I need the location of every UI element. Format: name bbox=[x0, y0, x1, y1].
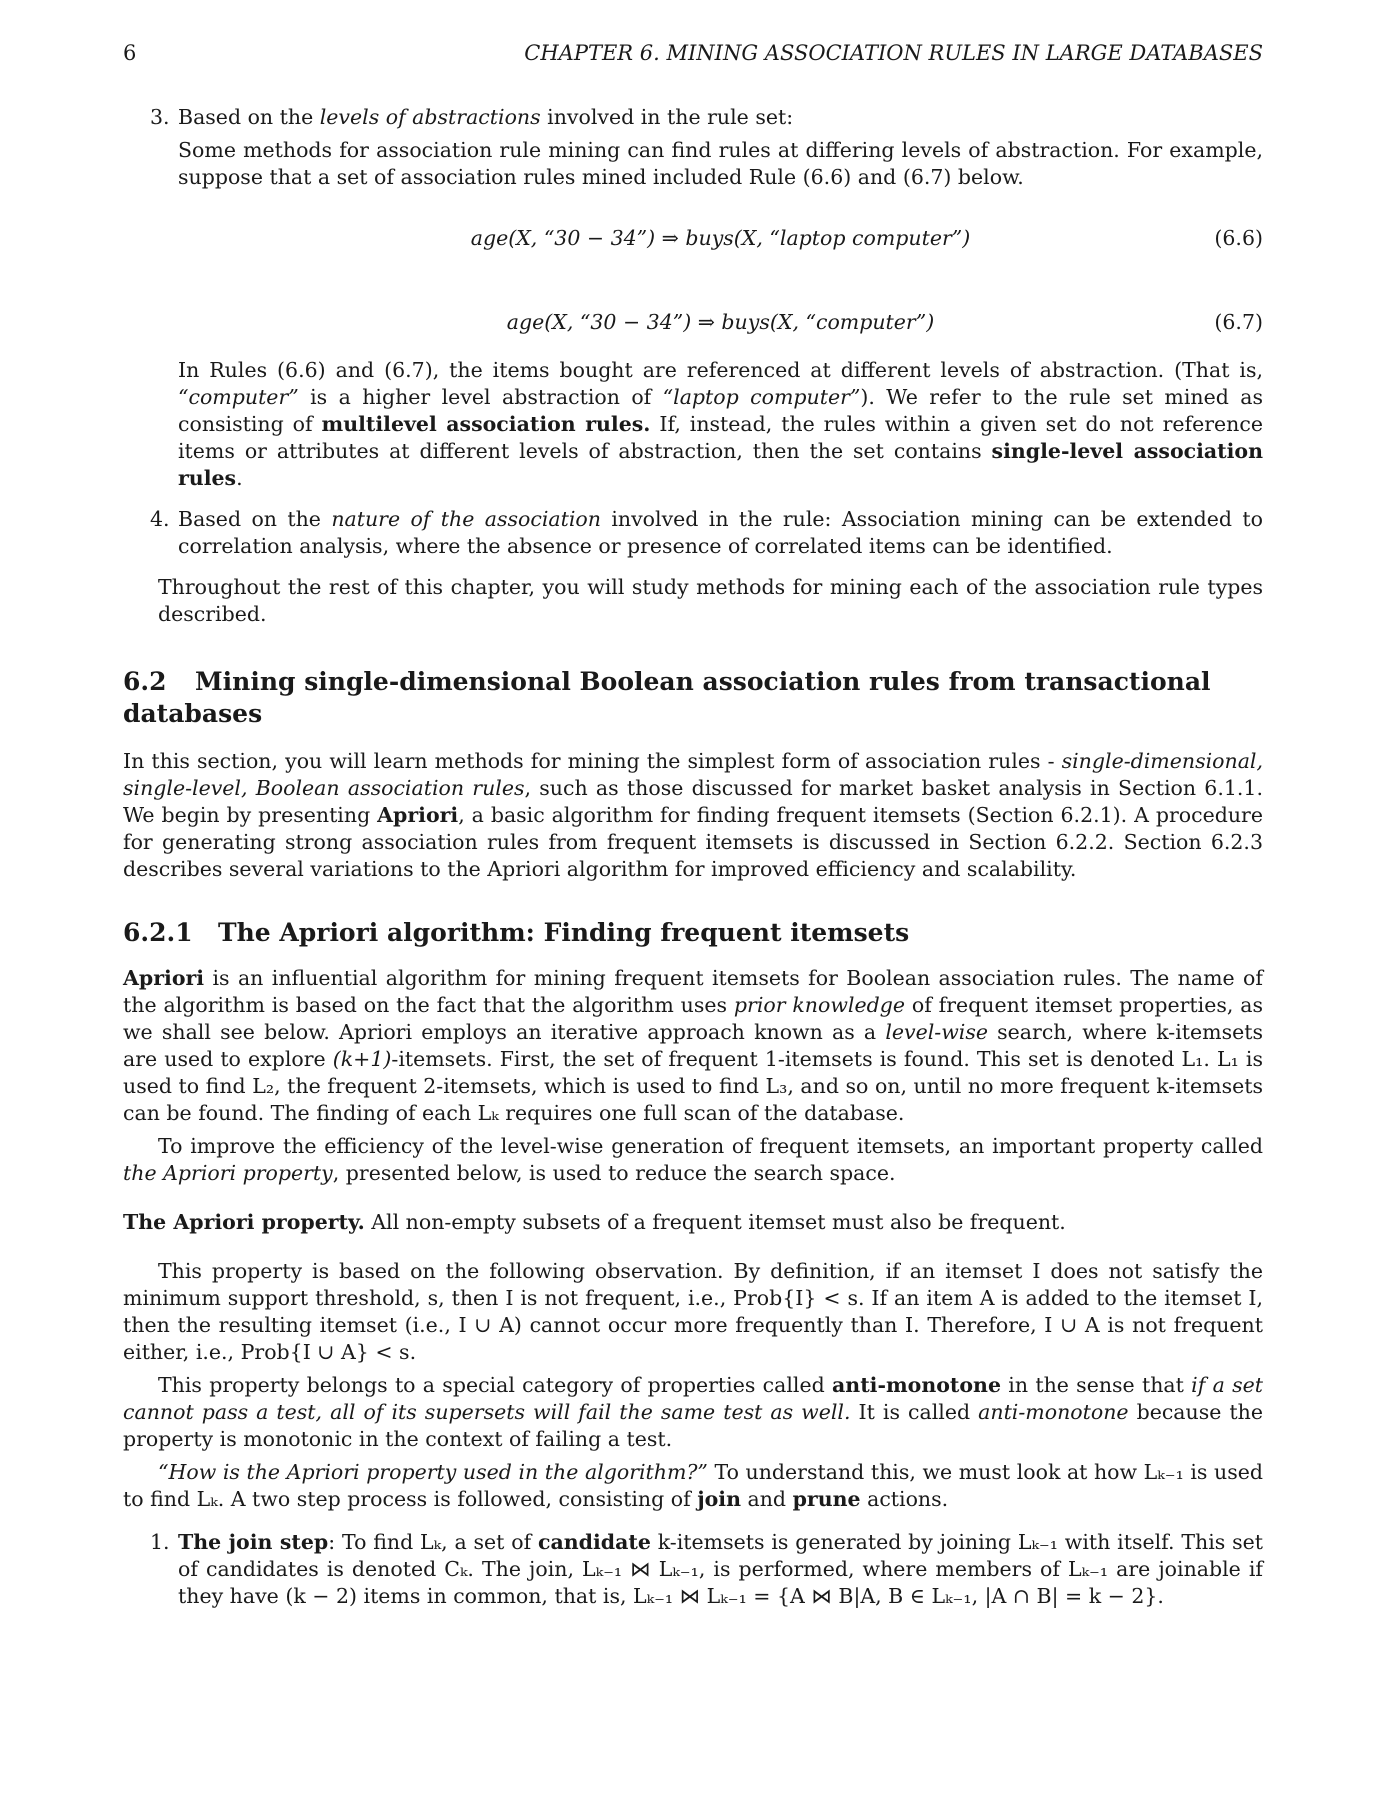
item-paragraph: In Rules (6.6) and (6.7), the items bought are referenced at different levels of abstraction. (That is, “computer” is a higher level abstraction of “laptop computer”). We refer to the rule set mined as consisting of multilevel association rules. If, instead, the rules within a given set do not reference items or attributes at different levels of abstraction, then the set contains single-level association rules. bbox=[178, 358, 1264, 490]
body-paragraph: “How is the Apriori property used in the algorithm?” To understand this, we must look at how Lₖ₋₁ is used to find Lₖ. A two step process is followed, consisting of join and prune actions. bbox=[123, 1460, 1263, 1511]
equation-6-7 bbox=[178, 309, 1263, 339]
body-paragraph: To improve the efficiency of the level-wise generation of frequent itemsets, an important property called the Apriori property, presented below, is used to reduce the search space. bbox=[123, 1134, 1263, 1185]
page-number: 6 bbox=[123, 41, 137, 65]
list-item-3 bbox=[123, 104, 1263, 492]
list-number: 3. bbox=[150, 105, 170, 129]
equation-number: (6.6) bbox=[1214, 226, 1263, 250]
body-paragraph: In this section, you will learn methods for mining the simplest form of association rules - single-dimensional, single-level, Boolean association rules, such as those discussed for market basket analysis in Section 6.1.1. We begin by presenting Apriori, a basic algorithm for finding frequent itemsets (Section 6.2.1). A procedure for generating strong association rules from frequent itemsets is discussed in Section 6.2.2. Section 6.2.3 describes several variations to the Apriori algorithm for improved efficiency and scalability. bbox=[123, 749, 1263, 881]
equation-6-6 bbox=[178, 225, 1263, 255]
list-item-4 bbox=[123, 506, 1263, 560]
item-paragraph: Some methods for association rule mining can find rules at differing levels of abstraction. For example, suppose that a set of association rules mined included Rule (6.6) and (6.7) below. bbox=[178, 138, 1263, 189]
item-lead: Based on the levels of abstractions involved in the rule set: bbox=[178, 105, 794, 129]
list-number: 4. bbox=[150, 507, 170, 531]
equation-number: (6.7) bbox=[1214, 310, 1263, 334]
section-heading: 6.2 Mining single-dimensional Boolean association rules from transactional databases bbox=[123, 667, 1211, 728]
document-page bbox=[123, 40, 1263, 1610]
list-item-join-step bbox=[123, 1529, 1263, 1610]
running-header bbox=[123, 40, 1263, 74]
equation-expression: age(X, “30 − 34”) ⇒ buys(X, “computer”) bbox=[506, 310, 935, 334]
list-number: 1. bbox=[150, 1530, 170, 1554]
equation-expression: age(X, “30 − 34”) ⇒ buys(X, “laptop computer”) bbox=[470, 226, 971, 250]
item-paragraph: Based on the nature of the association involved in the rule: Association mining can be extended to correlation analysis, where the absence or presence of correlated items can be identified. bbox=[178, 507, 1263, 558]
apriori-property: The Apriori property. All non-empty subsets of a frequent itemset must also be frequent. bbox=[123, 1210, 1066, 1234]
item-paragraph: The join step: To find Lₖ, a set of candidate k-itemsets is generated by joining Lₖ₋₁ with itself. This set of candidates is denoted Cₖ. The join, Lₖ₋₁ ⋈ Lₖ₋₁, is performed, where members of Lₖ₋₁ are joinable if they have (k − 2) items in common, that is, Lₖ₋₁ ⋈ Lₖ₋₁ = {A ⋈ B|A, B ∈ Lₖ₋₁, |A ∩ B| = k − 2}. bbox=[178, 1530, 1264, 1608]
body-paragraph: This property is based on the following observation. By definition, if an itemset I does not satisfy the minimum support threshold, s, then I is not frequent, i.e., Prob{I} < s. If an item A is added to the itemset I, then the resulting itemset (i.e., I ∪ A) cannot occur more frequently than I. Therefore, I ∪ A is not frequent either, i.e., Prob{I ∪ A} < s. bbox=[123, 1259, 1263, 1364]
body-paragraph: Apriori is an influential algorithm for mining frequent itemsets for Boolean association rules. The name of the algorithm is based on the fact that the algorithm uses prior knowledge of frequent itemset properties, as we shall see below. Apriori employs an iterative approach known as a level-wise search, where k-itemsets are used to explore (k+1)-itemsets. First, the set of frequent 1-itemsets is found. This set is denoted L₁. L₁ is used to find L₂, the frequent 2-itemsets, which is used to find L₃, and so on, until no more frequent k-itemsets can be found. The finding of each Lₖ requires one full scan of the database. bbox=[123, 966, 1264, 1125]
body-paragraph: Throughout the rest of this chapter, you will study methods for mining each of the association rule types described. bbox=[158, 575, 1263, 626]
subsection-heading: 6.2.1 The Apriori algorithm: Finding frequent itemsets bbox=[123, 918, 910, 947]
chapter-title: CHAPTER 6. MINING ASSOCIATION RULES IN LARGE DATABASES bbox=[524, 41, 1263, 65]
body-paragraph: This property belongs to a special category of properties called anti-monotone in the sense that if a set cannot pass a test, all of its supersets will fail the same test as well. It is called anti-monotone because the property is monotonic in the context of failing a test. bbox=[123, 1373, 1263, 1451]
